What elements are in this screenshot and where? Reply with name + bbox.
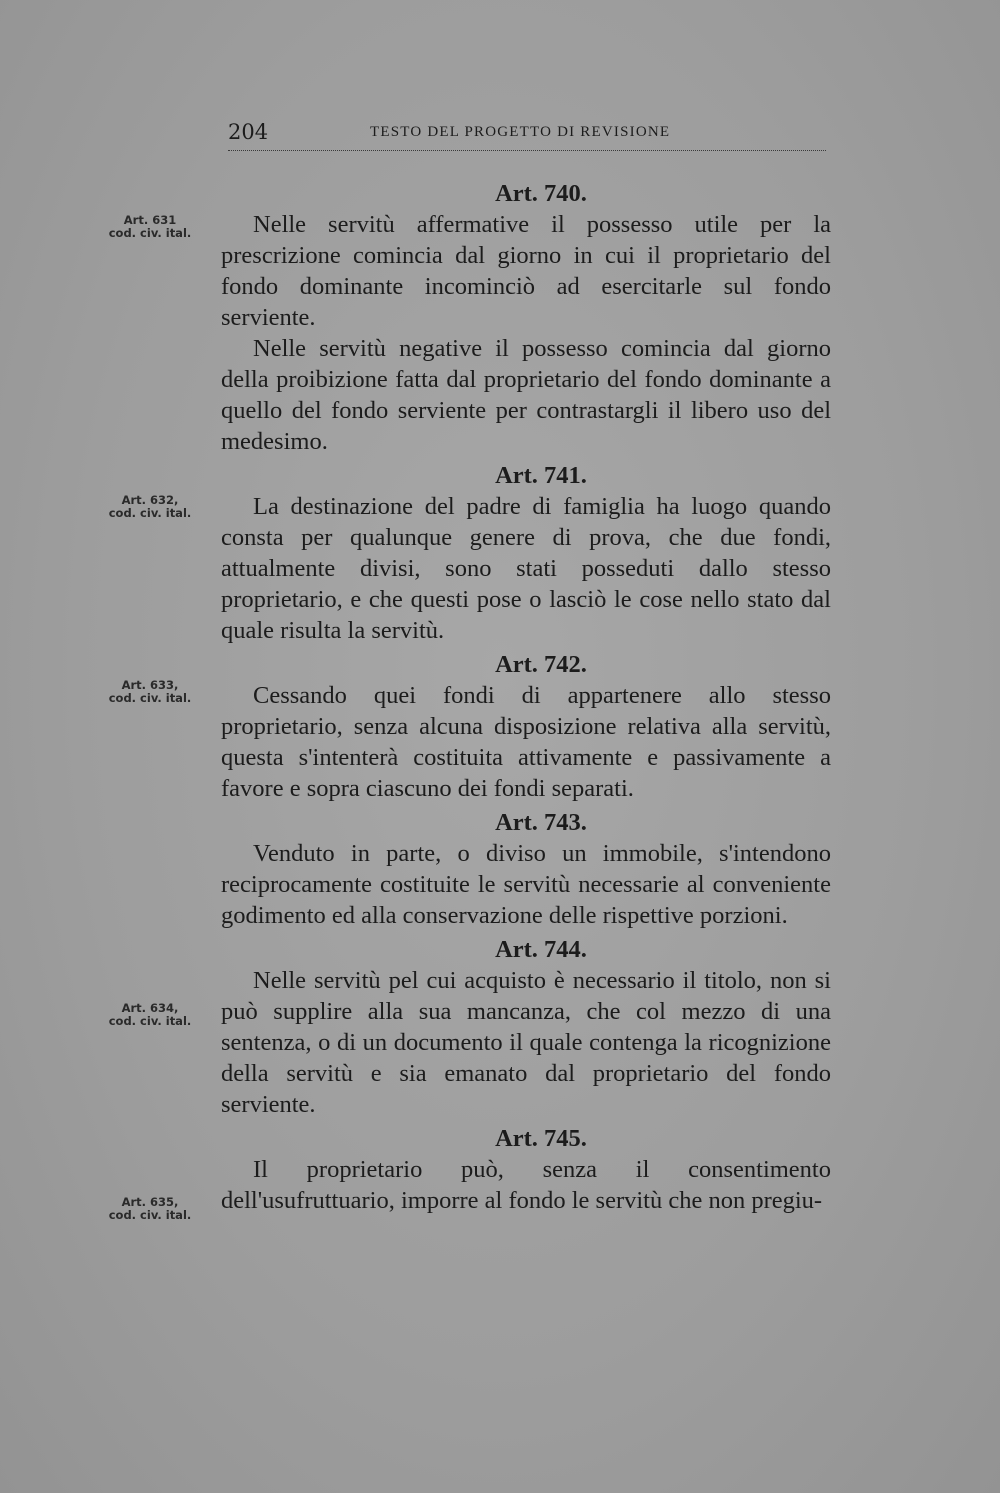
article-heading: Art. 740.	[495, 180, 587, 207]
page-number: 204	[228, 120, 269, 144]
margin-note-article: Art. 634,	[121, 1001, 179, 1015]
article-heading: Art. 741.	[495, 462, 587, 489]
page-header	[228, 120, 826, 150]
article-paragraph: Nelle servitù pel cui acquisto è necessario il titolo, non si può supplire alla sua mancanza, che col mezzo di una sentenza, o di un documento il quale contenga la ricognizione della servitù e sia emanato dal proprietario del fondo serviente.	[221, 967, 831, 1118]
article-paragraph: Nelle servitù negative il possesso comincia dal giorno della proibizione fatta dal proprietario del fondo dominante a quello del fondo serviente per contrastargli il libero uso del medesimo.	[221, 335, 831, 455]
article-heading: Art. 743.	[495, 809, 587, 836]
margin-note-code: cod. civ. ital.	[108, 506, 192, 520]
article-745	[221, 1123, 831, 1216]
article-742	[221, 649, 831, 804]
margin-note-art-634	[95, 1002, 205, 1028]
margin-note-art-631	[95, 214, 205, 240]
article-paragraph: Il proprietario può, senza il consentimento dell'usufruttuario, imporre al fondo le servitù che non pregiu-	[221, 1156, 831, 1214]
article-paragraph: Cessando quei fondi di appartenere allo stesso proprietario, senza alcuna disposizione relativa alla servitù, questa s'intenterà costituita attivamente e passivamente a favore e sopra ciascuno dei fondi separati.	[221, 682, 831, 802]
margin-note-code: cod. civ. ital.	[108, 1208, 192, 1222]
margin-note-code: cod. civ. ital.	[108, 226, 192, 240]
article-heading: Art. 742.	[495, 651, 587, 678]
article-paragraph: La destinazione del padre di famiglia ha luogo quando consta per qualunque genere di prova, che due fondi, attualmente divisi, sono stati posseduti dallo stesso proprietario, e che questi pose o lasciò le cose nello stato dal quale risulta la servitù.	[221, 493, 831, 644]
margin-note-code: cod. civ. ital.	[108, 691, 192, 705]
margin-note-art-633	[95, 679, 205, 705]
body-text	[221, 178, 831, 1219]
margin-note-article: Art. 633,	[121, 678, 179, 692]
article-paragraph: Nelle servitù affermative il possesso utile per la prescrizione comincia dal giorno in cui il proprietario del fondo dominante incominciò ad esercitarle sul fondo serviente.	[221, 211, 831, 331]
article-743	[221, 807, 831, 931]
header-rule	[228, 150, 826, 151]
margin-note-article: Art. 631	[123, 213, 177, 227]
margin-note-art-632	[95, 494, 205, 520]
margin-note-code: cod. civ. ital.	[108, 1014, 192, 1028]
article-740	[221, 178, 831, 457]
running-title: TESTO DEL PROGETTO DI REVISIONE	[370, 124, 671, 140]
margin-note-art-635	[95, 1196, 205, 1222]
margin-note-article: Art. 632,	[121, 493, 179, 507]
article-744	[221, 934, 831, 1120]
article-heading: Art. 744.	[495, 936, 587, 963]
margin-note-article: Art. 635,	[121, 1195, 179, 1209]
article-heading: Art. 745.	[495, 1125, 587, 1152]
article-paragraph: Venduto in parte, o diviso un immobile, s'intendono reciprocamente costituite le servitù necessarie al conveniente godimento ed alla conservazione delle rispettive porzioni.	[221, 840, 831, 929]
article-741	[221, 460, 831, 646]
